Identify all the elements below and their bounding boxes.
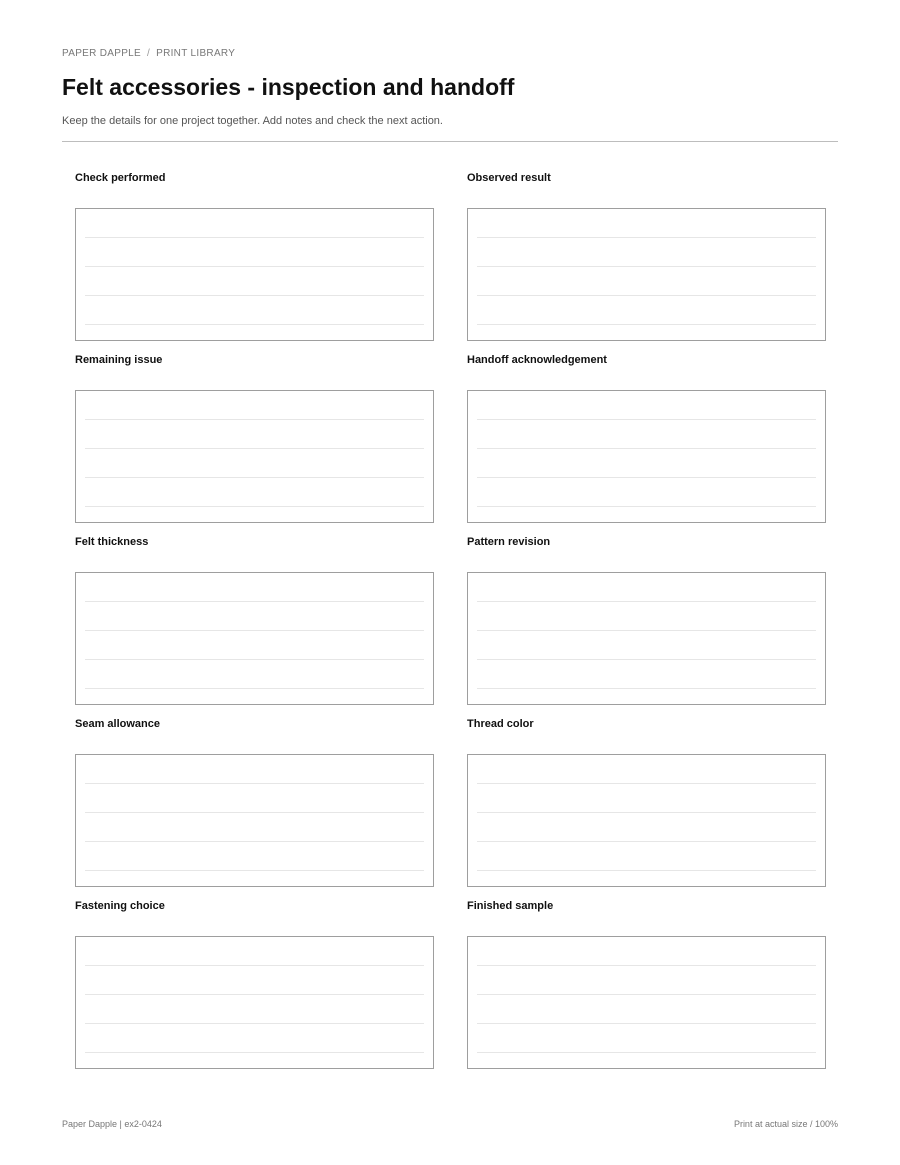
notes-box[interactable]	[75, 208, 434, 341]
ruled-line	[477, 266, 816, 267]
field-label: Felt thickness	[75, 536, 149, 548]
ruled-line	[85, 994, 424, 995]
ruled-line	[477, 324, 816, 325]
ruled-line	[85, 601, 424, 602]
ruled-line	[477, 295, 816, 296]
notes-box[interactable]	[467, 936, 826, 1069]
ruled-line	[477, 841, 816, 842]
ruled-line	[85, 448, 424, 449]
notes-box[interactable]	[467, 754, 826, 887]
ruled-line	[85, 812, 424, 813]
field-pattern-revision	[467, 531, 826, 713]
ruled-line	[477, 237, 816, 238]
field-label: Finished sample	[467, 900, 554, 912]
page-title: Felt accessories - inspection and handoff	[62, 74, 515, 100]
field-felt-thickness	[75, 531, 434, 713]
ruled-line	[477, 965, 816, 966]
field-handoff-acknowledgement	[467, 349, 826, 531]
ruled-line	[85, 324, 424, 325]
ruled-line	[477, 506, 816, 507]
notes-box[interactable]	[75, 390, 434, 523]
field-fastening-choice	[75, 895, 434, 1077]
breadcrumb-current[interactable]: PRINT LIBRARY	[156, 48, 236, 59]
ruled-line	[85, 841, 424, 842]
field-observed-result	[467, 167, 826, 349]
notes-box[interactable]	[467, 208, 826, 341]
ruled-line	[85, 659, 424, 660]
ruled-line	[85, 688, 424, 689]
ruled-line	[477, 1023, 816, 1024]
field-label: Handoff acknowledgement	[467, 354, 607, 366]
ruled-line	[85, 630, 424, 631]
ruled-line	[85, 506, 424, 507]
field-label: Observed result	[467, 172, 551, 184]
ruled-line	[477, 630, 816, 631]
ruled-line	[477, 601, 816, 602]
ruled-line	[477, 688, 816, 689]
breadcrumb-root[interactable]: PAPER DAPPLE	[62, 48, 142, 59]
ruled-line	[85, 266, 424, 267]
ruled-line	[85, 870, 424, 871]
field-label: Thread color	[467, 718, 534, 730]
field-finished-sample	[467, 895, 826, 1077]
breadcrumb-separator: /	[147, 48, 151, 59]
ruled-line	[85, 477, 424, 478]
footer-print-note: Print at actual size / 100%	[733, 1119, 838, 1129]
notes-box[interactable]	[75, 936, 434, 1069]
ruled-line	[477, 659, 816, 660]
ruled-line	[477, 1052, 816, 1053]
field-label: Pattern revision	[467, 536, 551, 548]
ruled-line	[85, 1023, 424, 1024]
page-subtitle: Keep the details for one project together. Add notes and check the next action.	[62, 115, 443, 127]
ruled-line	[477, 812, 816, 813]
ruled-line	[477, 477, 816, 478]
ruled-line	[85, 295, 424, 296]
field-label: Fastening choice	[75, 900, 165, 912]
field-thread-color	[467, 713, 826, 895]
field-seam-allowance	[75, 713, 434, 895]
field-label: Remaining issue	[75, 354, 163, 366]
header-divider	[62, 141, 838, 142]
ruled-line	[85, 419, 424, 420]
ruled-line	[477, 870, 816, 871]
notes-box[interactable]	[75, 754, 434, 887]
ruled-line	[85, 237, 424, 238]
notes-box[interactable]	[467, 572, 826, 705]
ruled-line	[477, 419, 816, 420]
notes-box[interactable]	[75, 572, 434, 705]
field-check-performed	[75, 167, 434, 349]
ruled-line	[477, 994, 816, 995]
footer-id: Paper Dapple | ex2-0424	[62, 1119, 162, 1129]
form-grid	[75, 167, 826, 1077]
field-label: Check performed	[75, 172, 166, 184]
ruled-line	[85, 965, 424, 966]
ruled-line	[477, 783, 816, 784]
field-remaining-issue	[75, 349, 434, 531]
ruled-line	[477, 448, 816, 449]
breadcrumb	[62, 48, 235, 59]
notes-box[interactable]	[467, 390, 826, 523]
field-label: Seam allowance	[75, 718, 160, 730]
ruled-line	[85, 783, 424, 784]
ruled-line	[85, 1052, 424, 1053]
